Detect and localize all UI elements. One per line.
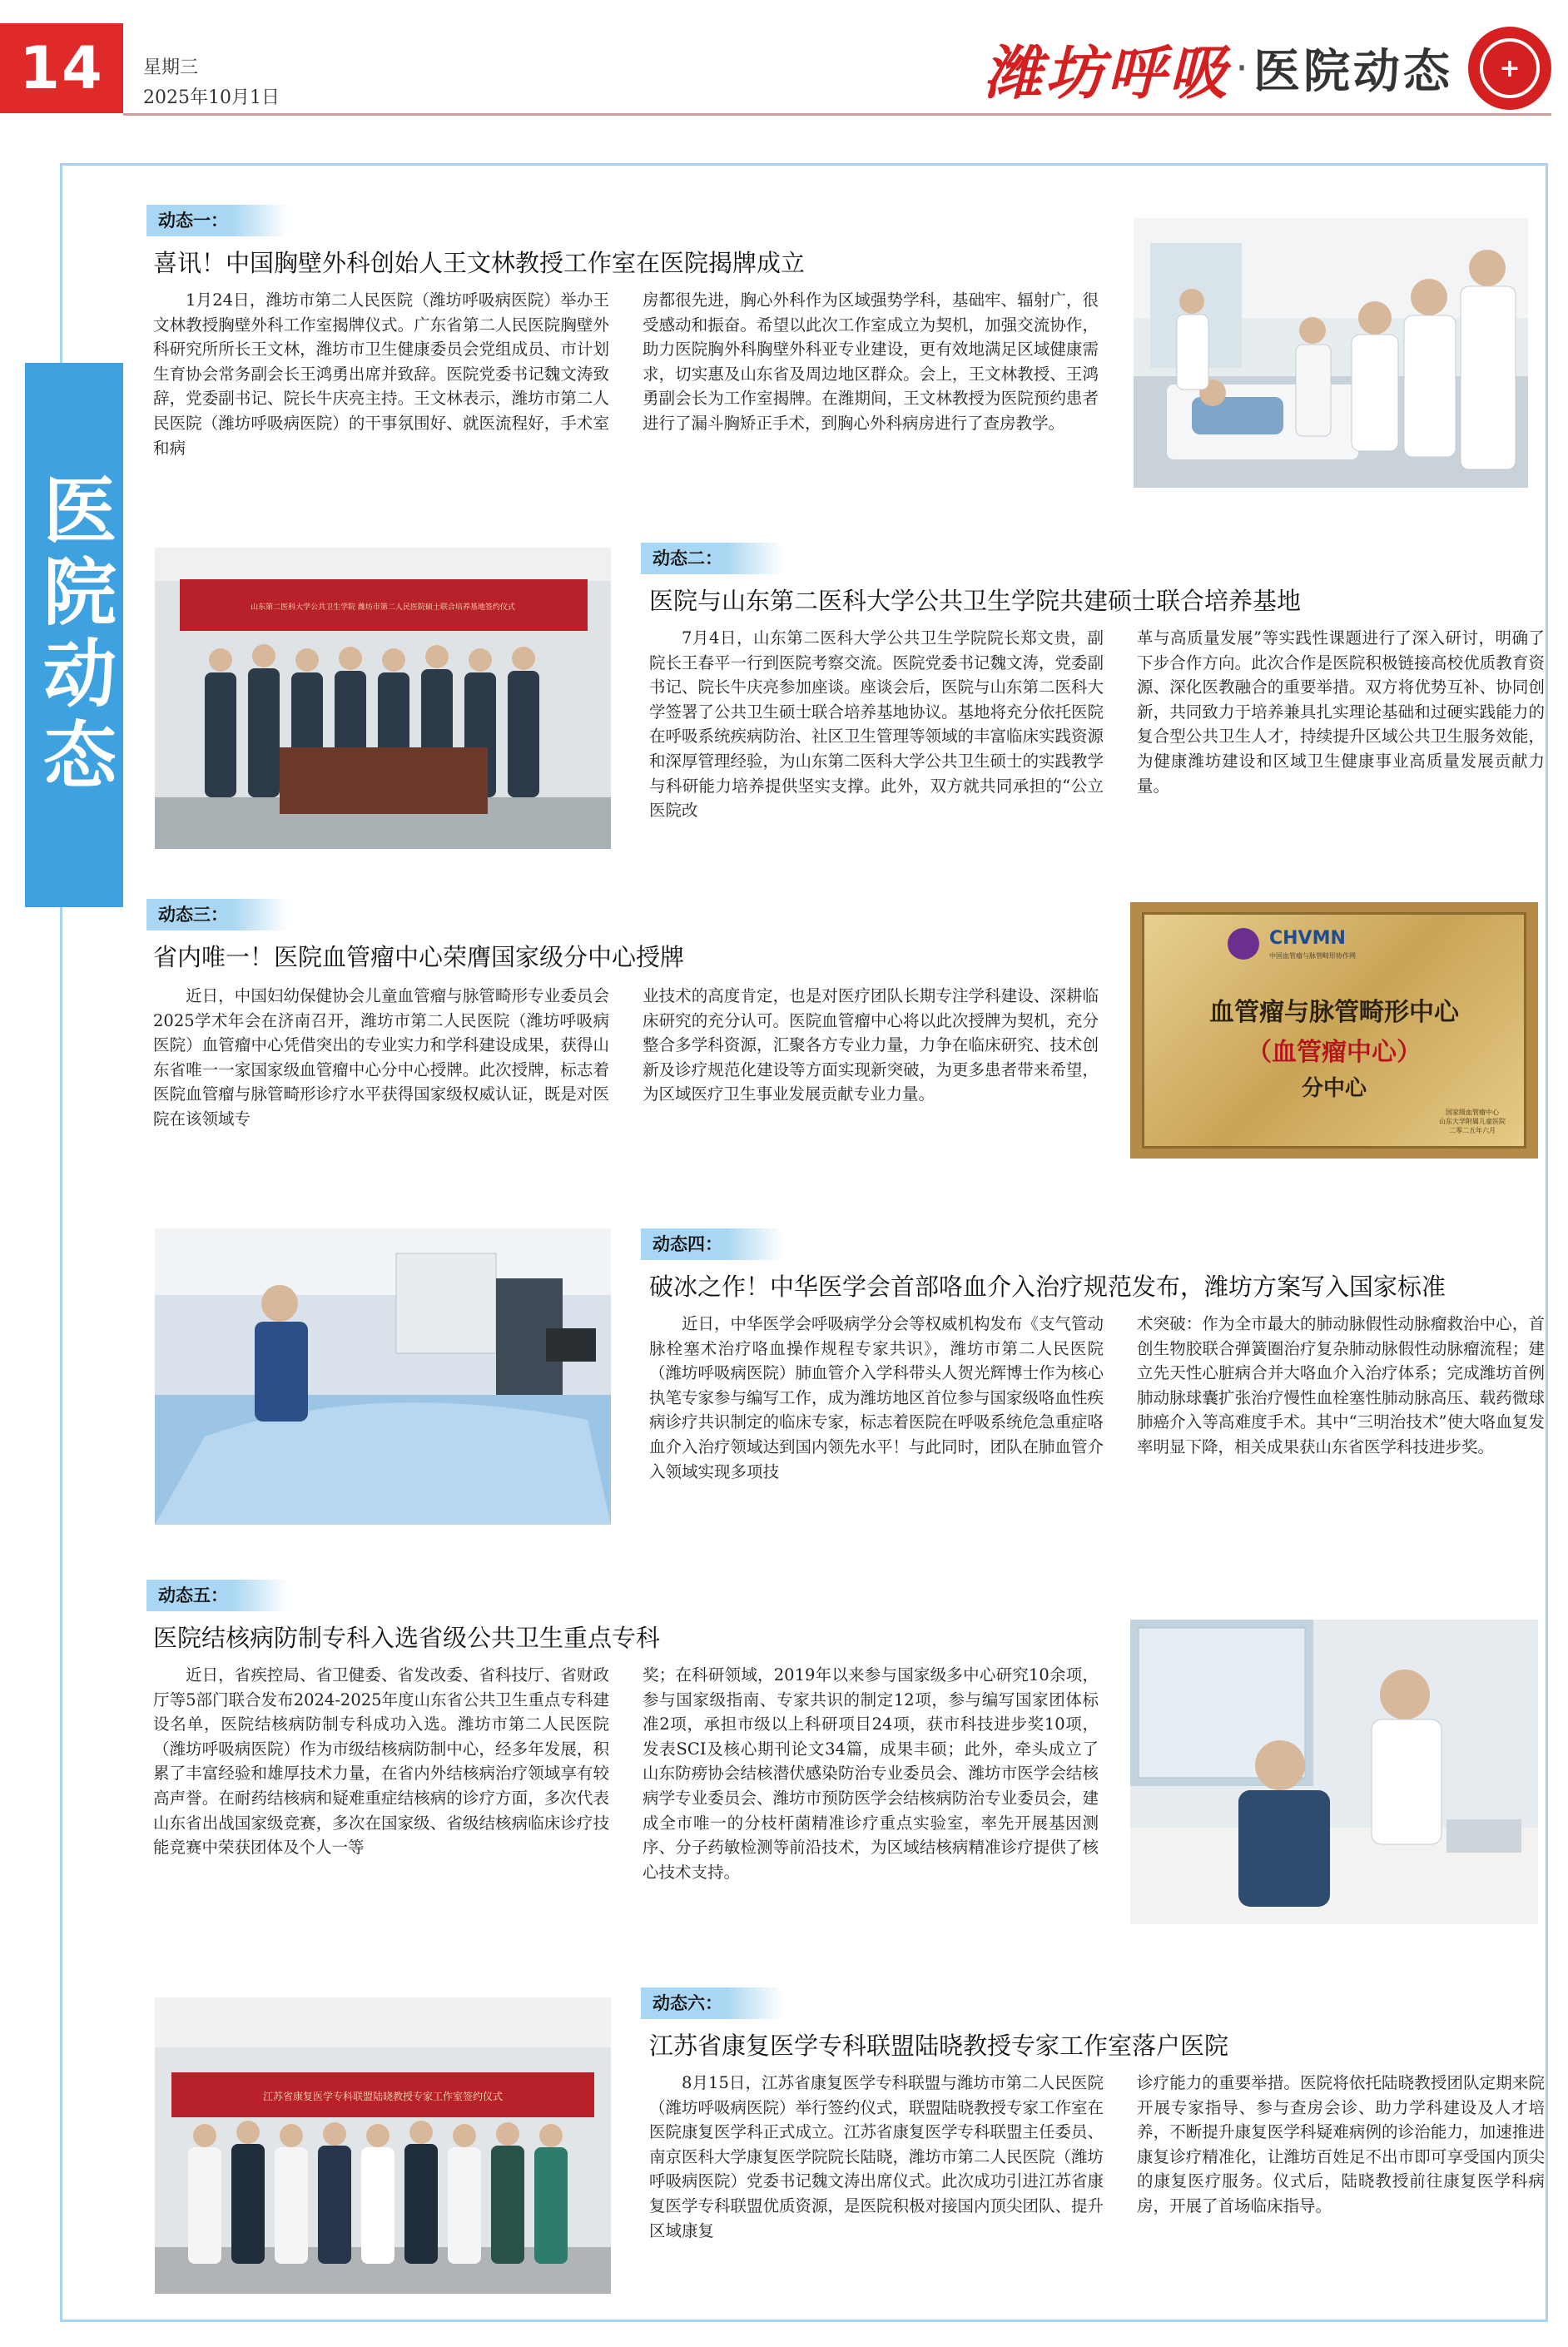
plaque-brand: CHVMN xyxy=(1269,928,1346,949)
masthead-rule xyxy=(123,113,1551,116)
story-5-column-1 xyxy=(153,1663,609,1929)
story-5-column-2 xyxy=(643,1663,1099,1929)
story-6-photo-banner: 江苏省康复医学专科联盟陆晓教授专家工作室签约仪式 xyxy=(262,2091,503,2102)
issue-date: 2025年10月1日 xyxy=(143,87,280,108)
story-4-column-1 xyxy=(649,1312,1104,1533)
story-2-text-2: 革与高质量发展”等实践性课题进行了深入研讨，明确了下步合作方向。此次合作是医院积极链接高校优质教育资源、深化医教融合的重要举措。双方将优势互补、协同创新，共同致力于培养兼具扎实理论基础和过硬实践能力的复合型公共卫生人才，持续提升区域公共卫生服务效能，为健康潍坊建设和区域卫生健康事业高质量发展贡献力量。 xyxy=(1137,628,1545,796)
story-5-text-2: 奖；在科研领域，2019年以来参与国家级多中心研究10余项，参与国家级指南、专家共识的制定12项，参与编写国家团体标准2项，承担市级以上科研项目24项，获市科技进步奖10项，发表SCI及核心期刊论文34篇，成果丰硕；此外，牵头成立了山东防痨协会结核潜伏感染防治专业委员会、潍坊市医学会结核病学专业委员会、潍坊市预防医学会结核病防治专业委员会，建成全市唯一的分枝杆菌精准诊疗重点实验室，率先开展基因测序、分子药敏检测等前沿技术，为区域结核病精准诊疗提供了核心技术支持。 xyxy=(643,1665,1099,1882)
plaque-subtitle: 中国血管瘤与脉管畸形协作网 xyxy=(1269,952,1356,960)
story-3-column-2 xyxy=(643,984,1099,1180)
story-1-text-1: 1月24日，潍坊市第二人民医院（潍坊呼吸病医院）举办王文林教授胸壁外科工作室揭牌仪式。广东省第二人民医院胸壁外科研究所所长王文林，潍坊市卫生健康委员会党组成员、市计划生育协会常务副会长王鸿勇出席并致辞。医院党委书记魏文涛致辞，党委副书记、院长牛庆亮主持。王文林表示，潍坊市第二人民医院（潍坊呼吸病医院）的干事氛围好、就医流程好，手术室和病 xyxy=(153,290,609,458)
story-4-tag: 动态四： xyxy=(641,1228,782,1260)
hospital-logo xyxy=(1468,27,1551,110)
story-2-photo-signing xyxy=(155,548,611,849)
story-3-photo-plaque xyxy=(1130,902,1538,1159)
story-4-text-2: 术突破：作为全市最大的肺动脉假性动脉瘤救治中心，首创生物胶联合弹簧圈治疗复杂肺动脉假性动脉瘤流程；建立先天性心脏病合并大咯血介入治疗体系；完成潍坊首例肺动脉球囊扩张治疗慢性血栓塞性肺动脉高压、载药微球肺癌介入等高难度手术。其中“三明治技术”使大咯血复发率明显下降，相关成果获山东省医学科技进步奖。 xyxy=(1137,1314,1545,1456)
story-6-text-2: 诊疗能力的重要举措。医院将依托陆晓教授团队定期来院开展专家指导、参与查房会诊、助力学科建设及人才培养，不断提升康复医学科疑难病例的诊治能力，加速推进康复诊疗精准化，让潍坊百姓足不出市即可享受国内顶尖的康复医疗服务。仪式后，陆晓教授前往康复医学科病房，开展了首场临床指导。 xyxy=(1137,2073,1545,2216)
logo-glyph: + xyxy=(1480,38,1540,98)
story-3-headline: 省内唯一！医院血管瘤中心荣膺国家级分中心授牌 xyxy=(153,943,685,971)
story-1-headline: 喜讯！中国胸壁外科创始人王文林教授工作室在医院揭牌成立 xyxy=(153,249,806,277)
story-3-tag: 动态三： xyxy=(146,899,288,930)
story-6-text-1: 8月15日，江苏省康复医学专科联盟与潍坊市第二人民医院（潍坊呼吸病医院）举行签约仪式，联盟陆晓教授专家工作室在医院康复医学科正式成立。江苏省康复医学专科联盟主任委员、南京医科大学康复医学院院长陆晓，潍坊市第二人民医院（潍坊呼吸病医院）党委书记魏文涛出席仪式。此次成功引进江苏省康复医学专科联盟优质资源，是医院积极对接国内顶尖团队、提升区域康复 xyxy=(649,2073,1104,2240)
plaque-line-1: 血管瘤与脉管畸形中心 xyxy=(1209,998,1459,1027)
masthead-brand xyxy=(984,30,1453,107)
story-5-tag: 动态五： xyxy=(146,1580,288,1611)
story-3-text-1: 近日，中国妇幼保健协会儿童血管瘤与脉管畸形专业委员会2025学术年会在济南召开，潍坊市第二人民医院（潍坊呼吸病医院）血管瘤中心凭借突出的专业实力和学科建设成果，获得山东省唯一一家国家级血管瘤中心分中心授牌。此次授牌，标志着医院血管瘤与脉管畸形诊疗水平获得国家级权威认证，既是对医院在该领域专 xyxy=(153,986,609,1129)
side-tab-label: 医院动态 xyxy=(32,472,117,798)
story-2-photo-banner: 山东第二医科大学公共卫生学院 潍坊市第二人民医院硕士联合培养基地签约仪式 xyxy=(251,603,515,612)
story-4-photo-surgery xyxy=(155,1228,611,1525)
plaque-line-2: （血管瘤中心） xyxy=(1247,1038,1422,1067)
story-5-text-1: 近日，省疾控局、省卫健委、省发改委、省科技厅、省财政厅等5部门联合发布2024-2025年度山东省公共卫生重点专科建设名单，医院结核病防制专科成功入选。潍坊市第二人民医院（潍坊呼吸病医院）作为市级结核病防制中心，经多年发展，积累了丰富经验和雄厚技术力量，在省内外结核病治疗领域享有较高声誉。在耐药结核病和疑难重症结核病的诊疗方面，多次代表山东省出战国家级竞赛，多次在国家级、省级结核病临床诊疗技能竞赛中荣获团体及个人一等 xyxy=(153,1665,609,1858)
story-1-column-1 xyxy=(153,288,609,506)
story-1-column-2 xyxy=(643,288,1099,506)
story-1-tag: 动态一： xyxy=(146,205,288,236)
plaque-board xyxy=(1142,912,1526,1149)
story-4-headline: 破冰之作！中华医学会首部咯血介入治疗规范发布，潍坊方案写入国家标准 xyxy=(649,1273,1446,1301)
story-1-photo-ward-round xyxy=(1134,218,1528,488)
page-number: 14 xyxy=(0,23,123,113)
story-5-photo-consultation xyxy=(1130,1620,1538,1924)
weekday: 星期三 xyxy=(143,57,199,78)
plaque-footer xyxy=(1439,1108,1506,1135)
story-6-photo-ceremony xyxy=(155,1997,611,2294)
story-2-column-2 xyxy=(1137,626,1545,849)
story-4-column-2 xyxy=(1137,1312,1545,1533)
story-3-column-1 xyxy=(153,984,609,1180)
story-2-column-1 xyxy=(649,626,1104,849)
story-2-headline: 医院与山东第二医科大学公共卫生学院共建硕士联合培养基地 xyxy=(649,587,1302,615)
brand-separator: · xyxy=(1235,44,1248,92)
dateline xyxy=(143,53,280,113)
plaque-footer-2: 山东大学附属儿童医院 xyxy=(1439,1118,1506,1125)
story-6-headline: 江苏省康复医学专科联盟陆晓教授专家工作室落户医院 xyxy=(649,2032,1229,2060)
story-2-text-1: 7月4日，山东第二医科大学公共卫生学院院长郑文贵，副院长王春平一行到医院考察交流。医院党委书记魏文涛，党委副书记、院长牛庆亮参加座谈。座谈会后，医院与山东第二医科大学签署了公共卫生硕士联合培养基地协议。基地将充分依托医院在呼吸系统疾病防治、社区卫生管理等领域的丰富临床实践资源和深厚管理经验，为山东第二医科大学公共卫生硕士的实践教学与科研能力培养提供坚实支撑。此外，双方就共同承担的“公立医院改 xyxy=(649,628,1104,821)
story-2-tag: 动态二： xyxy=(641,543,782,574)
plaque-footer-1: 国家级血管瘤中心 xyxy=(1446,1109,1499,1116)
plaque-line-3: 分中心 xyxy=(1301,1076,1367,1101)
story-6-column-2 xyxy=(1137,2071,1545,2295)
plaque-emblem-icon xyxy=(1228,928,1259,960)
section-title: 医院动态 xyxy=(1253,45,1453,99)
section-side-tab xyxy=(25,363,123,907)
story-6-tag: 动态六： xyxy=(641,1987,782,2019)
story-1-text-2: 房都很先进，胸心外科作为区域强势学科，基础牢、辐射广，很受感动和振奋。希望以此次工作室成立为契机，加强交流协作，助力医院胸外科胸壁外科亚专业建设，更有效地满足区域健康需求，切实惠及山东省及周边地区群众。会上，王文林教授、王鸿勇副会长为工作室揭牌。在潍期间，王文林教授为医院预约患者进行了漏斗胸矫正手术，到胸心外科病房进行了查房教学。 xyxy=(643,290,1099,433)
story-6-column-1 xyxy=(649,2071,1104,2295)
story-4-text-1: 近日，中华医学会呼吸病学分会等权威机构发布《支气管动脉栓塞术治疗咯血操作规程专家共识》，潍坊市第二人民医院（潍坊呼吸病医院）肺血管介入学科带头人贺光辉博士作为核心执笔专家参与编写工作，成为潍坊地区首位参与国家级咯血性疾病诊疗共识制定的临床专家，标志着医院在呼吸系统危急重症咯血介入治疗领域达到国内领先水平！与此同时，团队在肺血管介入领域实现多项技 xyxy=(649,1314,1104,1481)
plaque-footer-3: 二零二五年六月 xyxy=(1449,1127,1496,1134)
story-5-headline: 医院结核病防制专科入选省级公共卫生重点专科 xyxy=(153,1624,661,1652)
brand-title: 潍坊呼吸 xyxy=(984,37,1231,107)
story-3-text-2: 业技术的高度肯定，也是对医疗团队长期专注学科建设、深耕临床研究的充分认可。医院血管瘤中心将以此次授牌为契机，充分整合多学科资源，汇聚各方专业力量，力争在临床研究、技术创新及诊疗规范化建设等方面实现新突破，为更多患者带来希望，为区域医疗卫生事业发展贡献专业力量。 xyxy=(643,986,1099,1104)
